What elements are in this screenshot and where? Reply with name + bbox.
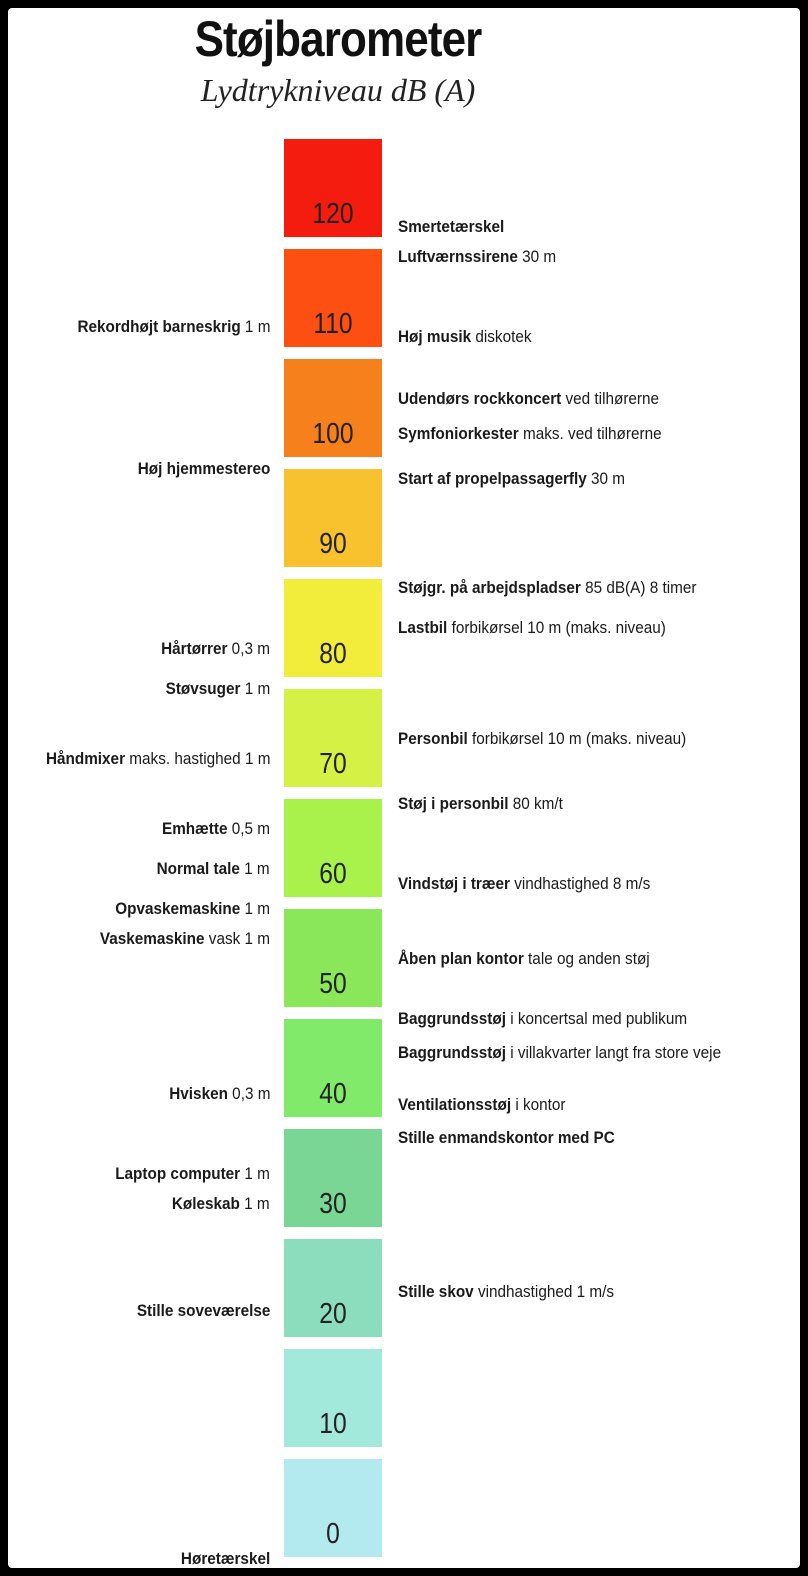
right-label: Personbil forbikørsel 10 m (maks. niveau)	[398, 729, 687, 748]
page-title: Støjbarometer	[194, 11, 482, 67]
level-value: 20	[319, 1298, 347, 1330]
right-label: Udendørs rockkoncert ved tilhørerne	[398, 389, 660, 408]
level-block-30	[284, 1129, 382, 1227]
left-label: Normal tale 1 m	[156, 859, 270, 878]
level-block-120	[284, 139, 382, 237]
right-label: Vindstøj i træer vindhastighed 8 m/s	[398, 874, 651, 893]
right-label: Symfoniorkester maks. ved tilhørerne	[398, 424, 662, 443]
right-label: Støj i personbil 80 km/t	[398, 794, 563, 813]
level-block-60	[284, 799, 382, 897]
right-label: Stille skov vindhastighed 1 m/s	[398, 1282, 615, 1301]
level-block-40	[284, 1019, 382, 1117]
left-label: Støvsuger 1 m	[165, 679, 270, 698]
right-label: Baggrundsstøj i villakvarter langt fra store veje	[398, 1043, 722, 1062]
page-subtitle: Lydtrykniveau dB (A)	[200, 72, 476, 108]
right-label: Støjgr. på arbejdspladser 85 dB(A) 8 timer	[398, 578, 697, 597]
level-value: 10	[319, 1408, 347, 1440]
right-label: Smertetærskel	[398, 217, 505, 236]
level-value: 30	[319, 1188, 347, 1220]
level-block-70	[284, 689, 382, 787]
right-label: Stille enmandskontor med PC	[398, 1128, 615, 1147]
right-label: Start af propelpassagerfly 30 m	[398, 469, 626, 488]
noise-barometer-panel	[8, 8, 800, 1568]
left-label: Vaskemaskine vask 1 m	[99, 929, 270, 948]
right-label: Lastbil forbikørsel 10 m (maks. niveau)	[398, 618, 666, 637]
level-value: 0	[326, 1518, 340, 1550]
left-label: Rekordhøjt barneskrig 1 m	[77, 317, 270, 336]
level-block-90	[284, 469, 382, 567]
level-block-110	[284, 249, 382, 347]
level-block-50	[284, 909, 382, 1007]
level-value: 40	[319, 1078, 347, 1110]
left-label: Opvaskemaskine 1 m	[115, 899, 270, 918]
level-value: 90	[319, 528, 347, 560]
level-value: 100	[312, 418, 354, 450]
right-label: Ventilationsstøj i kontor	[398, 1095, 566, 1114]
left-label: Laptop computer 1 m	[115, 1164, 270, 1183]
level-value: 50	[319, 968, 347, 1000]
level-block-10	[284, 1349, 382, 1447]
left-label: Emhætte 0,5 m	[162, 819, 270, 838]
left-label: Køleskab 1 m	[172, 1194, 270, 1213]
left-label: Hvisken 0,3 m	[168, 1084, 270, 1103]
right-label: Luftværnssirene 30 m	[398, 247, 557, 266]
level-block-100	[284, 359, 382, 457]
level-block-0	[284, 1459, 382, 1557]
level-value: 70	[319, 748, 347, 780]
left-label: Håndmixer maks. hastighed 1 m	[45, 749, 271, 768]
right-label: Høj musik diskotek	[398, 327, 532, 346]
left-label: Høretærskel	[180, 1549, 270, 1568]
left-label: Hårtørrer 0,3 m	[161, 639, 270, 658]
level-block-20	[284, 1239, 382, 1337]
level-value: 60	[319, 858, 347, 890]
left-label: Høj hjemmestereo	[137, 459, 270, 478]
level-value: 110	[313, 308, 353, 340]
level-value: 120	[312, 198, 354, 230]
left-label: Stille soveværelse	[136, 1301, 270, 1320]
level-value: 80	[319, 638, 347, 670]
right-label: Baggrundsstøj i koncertsal med publikum	[398, 1009, 688, 1028]
right-label: Åben plan kontor tale og anden støj	[398, 949, 650, 968]
level-block-80	[284, 579, 382, 677]
